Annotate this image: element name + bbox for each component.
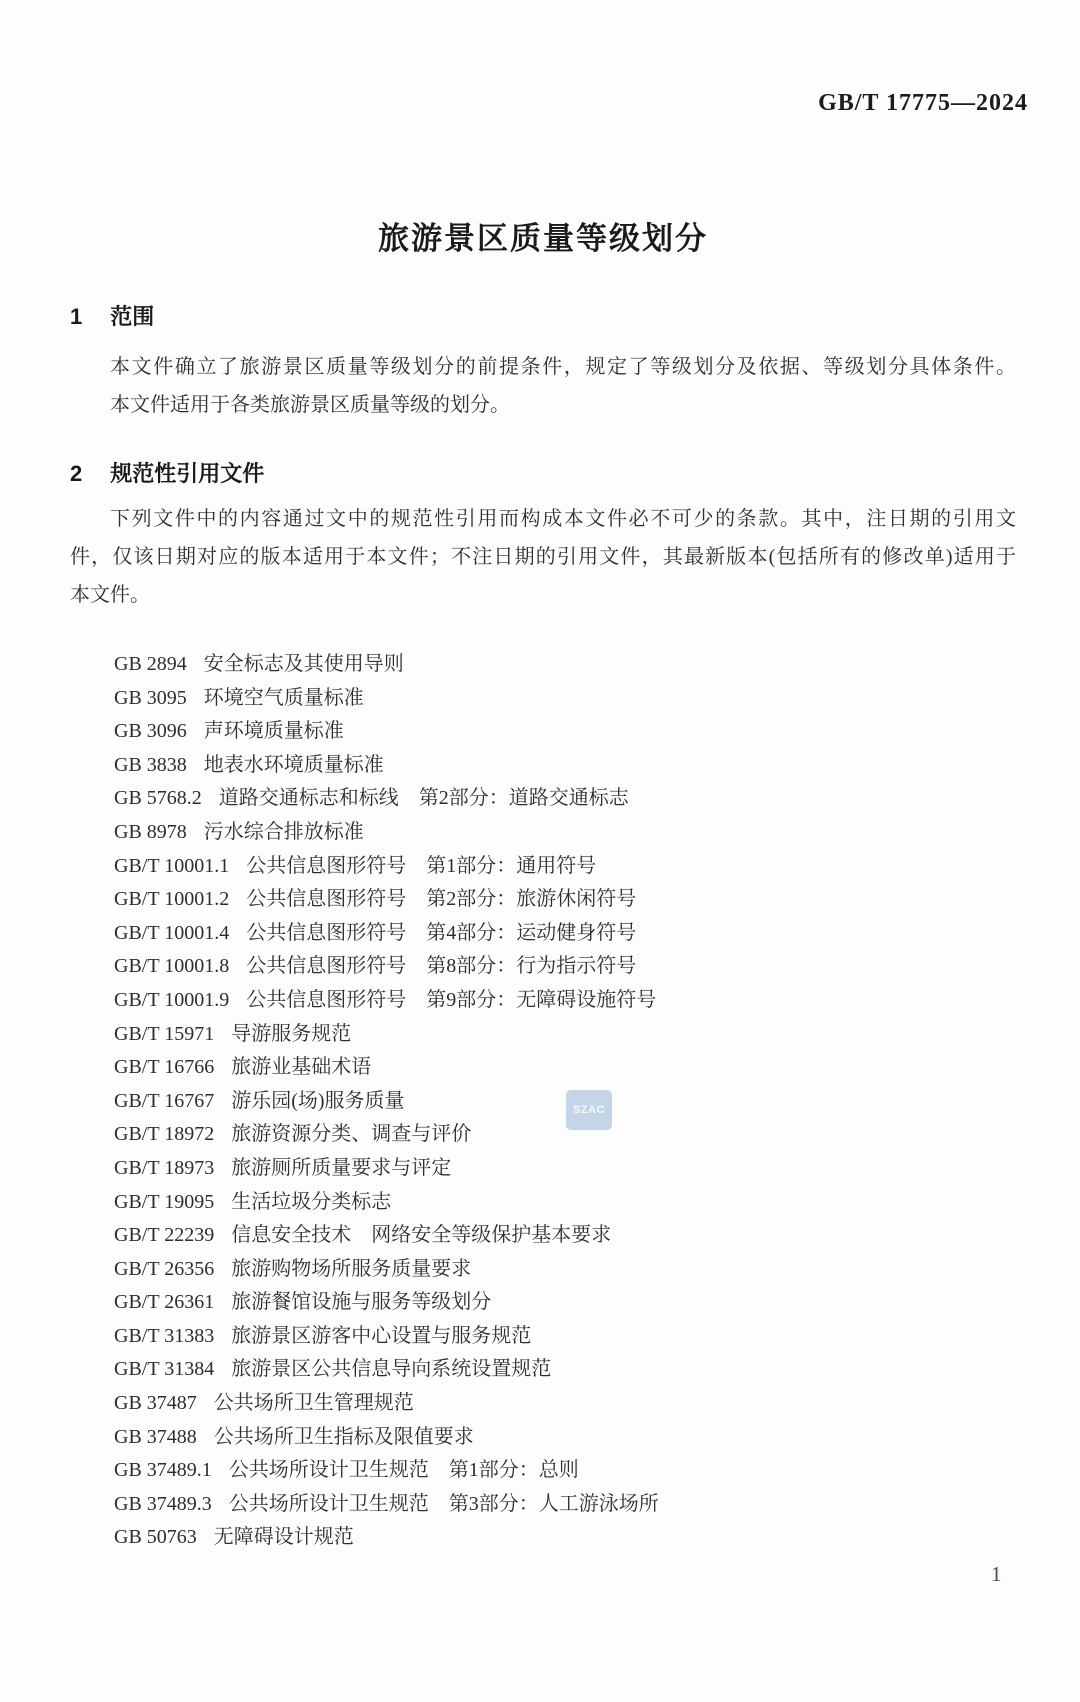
reference-title: 生活垃圾分类标志 bbox=[231, 1190, 392, 1213]
reference-code: GB 37489.3 bbox=[114, 1492, 212, 1515]
reference-item bbox=[114, 1387, 1016, 1421]
reference-code: GB 37487 bbox=[114, 1392, 197, 1415]
reference-code: GB/T 16767 bbox=[114, 1089, 215, 1112]
reference-title: 声环境质量标准 bbox=[203, 720, 344, 743]
reference-code: GB 8978 bbox=[114, 820, 187, 843]
reference-code: GB/T 10001.9 bbox=[114, 988, 230, 1011]
reference-title: 旅游业基础术语 bbox=[231, 1056, 372, 1079]
section-heading-scope bbox=[70, 300, 154, 331]
reference-item bbox=[114, 1018, 1016, 1052]
reference-code: GB 3838 bbox=[114, 753, 187, 776]
normative-references-list bbox=[114, 648, 1016, 1555]
reference-title: 旅游景区游客中心设置与服务规范 bbox=[231, 1324, 532, 1347]
reference-title: 旅游餐馆设施与服务等级划分 bbox=[231, 1291, 492, 1314]
reference-code: GB/T 31384 bbox=[114, 1358, 215, 1381]
document-title: 旅游景区质量等级划分 bbox=[378, 220, 708, 256]
reference-code: GB/T 10001.4 bbox=[114, 921, 230, 944]
reference-item bbox=[114, 1454, 1016, 1488]
reference-title: 地表水环境质量标准 bbox=[203, 753, 384, 776]
section-heading-normative-references bbox=[70, 457, 264, 488]
reference-code: GB/T 19095 bbox=[114, 1190, 215, 1213]
normative-references-intro bbox=[70, 500, 1016, 614]
reference-code: GB/T 10001.8 bbox=[114, 955, 230, 978]
section-title: 范围 bbox=[110, 304, 155, 329]
section-number: 1 bbox=[70, 304, 83, 329]
reference-code: GB/T 26361 bbox=[114, 1291, 215, 1314]
reference-title: 安全标志及其使用导则 bbox=[203, 653, 404, 675]
reference-item bbox=[114, 1118, 1016, 1152]
reference-item bbox=[114, 1152, 1016, 1186]
reference-title: 道路交通标志和标线 第2部分：道路交通标志 bbox=[218, 787, 629, 810]
standard-number: GB/T 17775—2024 bbox=[818, 90, 1028, 116]
reference-title: 公共信息图形符号 第8部分：行为指示符号 bbox=[246, 955, 637, 978]
reference-item bbox=[114, 1488, 1016, 1522]
certification-watermark: SZAC bbox=[566, 1090, 612, 1130]
reference-item bbox=[114, 950, 1016, 984]
page-number: 1 bbox=[991, 1562, 1002, 1586]
reference-code: GB/T 10001.2 bbox=[114, 888, 230, 911]
reference-title: 环境空气质量标准 bbox=[203, 686, 364, 709]
reference-item bbox=[114, 917, 1016, 951]
normative-references-intro-line: 下列文件中的内容通过文中的规范性引用而构成本文件必不可少的条款。其中，注日期的引用文 bbox=[110, 508, 1016, 530]
reference-title: 旅游购物场所服务质量要求 bbox=[231, 1257, 472, 1280]
reference-item bbox=[114, 648, 1016, 682]
reference-item bbox=[114, 850, 1016, 884]
reference-item bbox=[114, 682, 1016, 716]
reference-title: 公共信息图形符号 第4部分：运动健身符号 bbox=[246, 921, 637, 944]
scope-paragraph: 本文件确立了旅游景区质量等级划分的前提条件，规定了等级划分及依据、等级划分具体条件。 bbox=[110, 356, 1016, 378]
reference-item bbox=[114, 1051, 1016, 1085]
reference-item bbox=[114, 1521, 1016, 1555]
reference-title: 游乐园(场)服务质量 bbox=[231, 1089, 405, 1112]
reference-code: GB/T 10001.1 bbox=[114, 854, 230, 877]
reference-title: 旅游景区公共信息导向系统设置规范 bbox=[231, 1358, 552, 1381]
scope-paragraphs bbox=[70, 348, 1016, 424]
reference-title: 旅游资源分类、调查与评价 bbox=[231, 1123, 472, 1146]
section-title: 规范性引用文件 bbox=[110, 461, 265, 486]
reference-item bbox=[114, 782, 1016, 816]
reference-item bbox=[114, 1186, 1016, 1220]
reference-item bbox=[114, 1253, 1016, 1287]
reference-item bbox=[114, 816, 1016, 850]
reference-code: GB 5768.2 bbox=[114, 787, 202, 810]
reference-title: 信息安全技术 网络安全等级保护基本要求 bbox=[231, 1224, 612, 1247]
normative-references-intro-line: 件，仅该日期对应的版本适用于本文件；不注日期的引用文件，其最新版本(包括所有的修改单)适用于 bbox=[70, 546, 1016, 568]
reference-item bbox=[114, 1219, 1016, 1253]
reference-code: GB/T 18973 bbox=[114, 1156, 215, 1179]
reference-item bbox=[114, 715, 1016, 749]
reference-title: 公共信息图形符号 第2部分：旅游休闲符号 bbox=[246, 888, 637, 911]
reference-title: 无障碍设计规范 bbox=[213, 1526, 354, 1549]
reference-item bbox=[114, 984, 1016, 1018]
reference-title: 旅游厕所质量要求与评定 bbox=[231, 1156, 452, 1179]
reference-title: 公共场所设计卫生规范 第1部分：总则 bbox=[228, 1459, 579, 1482]
reference-code: GB/T 16766 bbox=[114, 1056, 215, 1079]
reference-item bbox=[114, 1421, 1016, 1455]
reference-code: GB 50763 bbox=[114, 1526, 197, 1549]
reference-item bbox=[114, 1085, 1016, 1119]
reference-title: 公共场所卫生管理规范 bbox=[213, 1392, 414, 1415]
reference-code: GB 37489.1 bbox=[114, 1459, 212, 1482]
scope-paragraph: 本文件适用于各类旅游景区质量等级的划分。 bbox=[110, 394, 510, 416]
reference-item bbox=[114, 749, 1016, 783]
reference-item bbox=[114, 1320, 1016, 1354]
reference-code: GB/T 26356 bbox=[114, 1257, 215, 1280]
section-number: 2 bbox=[70, 461, 83, 486]
reference-code: GB 3095 bbox=[114, 686, 187, 709]
reference-title: 导游服务规范 bbox=[231, 1022, 352, 1045]
reference-code: GB 37488 bbox=[114, 1425, 197, 1448]
normative-references-intro-line: 本文件。 bbox=[70, 584, 150, 606]
reference-code: GB 2894 bbox=[114, 653, 187, 675]
reference-code: GB 3096 bbox=[114, 720, 187, 743]
reference-code: GB/T 18972 bbox=[114, 1123, 215, 1146]
reference-item bbox=[114, 883, 1016, 917]
reference-title: 污水综合排放标准 bbox=[203, 820, 364, 843]
reference-title: 公共信息图形符号 第9部分：无障碍设施符号 bbox=[246, 988, 657, 1011]
reference-code: GB/T 15971 bbox=[114, 1022, 215, 1045]
reference-item bbox=[114, 1353, 1016, 1387]
reference-title: 公共信息图形符号 第1部分：通用符号 bbox=[246, 854, 597, 877]
reference-title: 公共场所设计卫生规范 第3部分：人工游泳场所 bbox=[228, 1492, 659, 1515]
reference-code: GB/T 31383 bbox=[114, 1324, 215, 1347]
reference-title: 公共场所卫生指标及限值要求 bbox=[213, 1425, 474, 1448]
reference-code: GB/T 22239 bbox=[114, 1224, 215, 1247]
reference-item bbox=[114, 1286, 1016, 1320]
